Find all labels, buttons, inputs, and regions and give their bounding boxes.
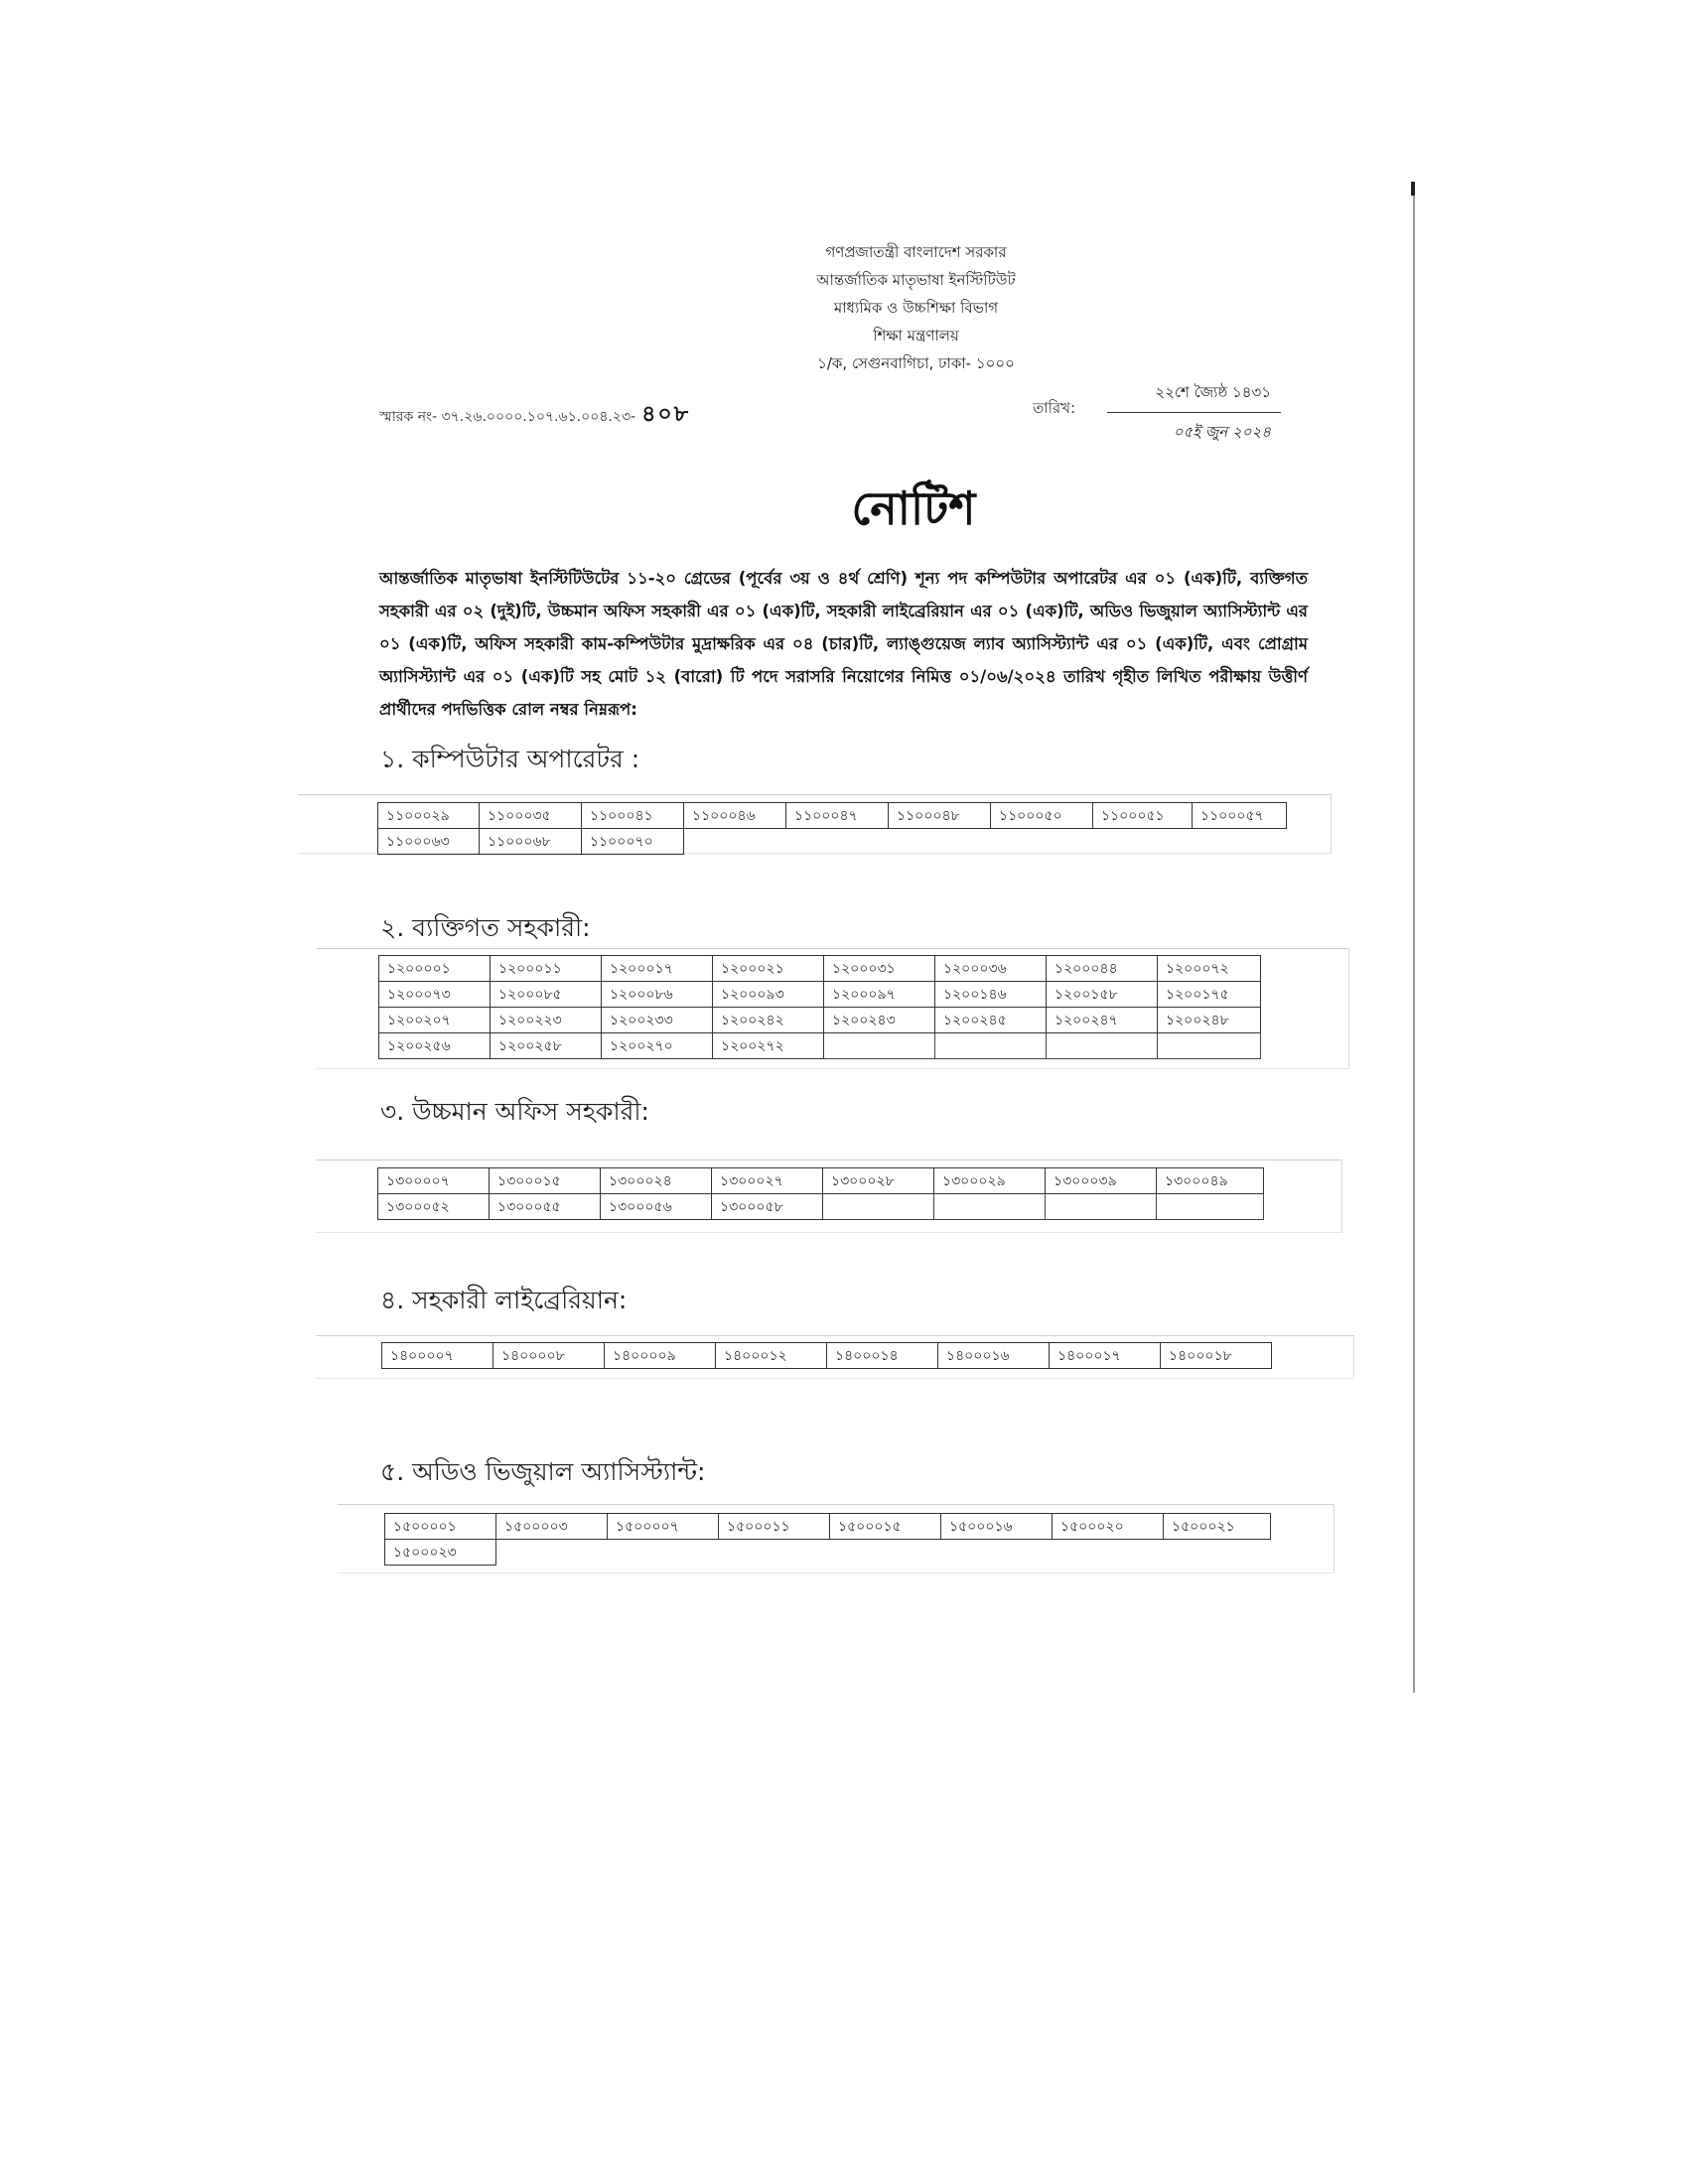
scan-edge-mark [1411, 182, 1415, 196]
roll-number-cell: ১২০০২৭০ [602, 1033, 713, 1059]
roll-number-cell: ১১০০০৫১ [1093, 803, 1193, 829]
empty-cell [824, 1033, 935, 1059]
date-bangla: ২২শে জ্যৈষ্ঠ ১৪৩১ [1107, 381, 1281, 413]
roll-number-cell: ১২০০২৭২ [713, 1033, 824, 1059]
roll-number-cell: ১৩০০০৪৯ [1157, 1168, 1264, 1194]
roll-number-cell: ১৩০০০৩৯ [1046, 1168, 1157, 1194]
section-heading-computer-operator: ১. কম্পিউটার অপারেটর : [380, 745, 640, 773]
roll-number-cell: ১২০০১৪৬ [935, 982, 1047, 1008]
roll-number-cell: ১৩০০০২৮ [823, 1168, 934, 1194]
table-row [378, 829, 1287, 855]
roll-table-personal-assistant [378, 955, 1261, 1059]
roll-number-cell: ১১০০০৪৬ [684, 803, 786, 829]
empty-cell [1158, 1033, 1261, 1059]
notice-title-text: নোটিশ [851, 481, 976, 535]
roll-number-cell: ১২০০০৭২ [1158, 956, 1261, 982]
roll-number-cell: ১২০০০৩৬ [935, 956, 1047, 982]
empty-cell [1157, 1194, 1264, 1220]
roll-number-cell: ১১০০০৬৩ [378, 829, 480, 855]
office-header [0, 238, 1688, 377]
roll-number-cell: ১৫০০০১১ [719, 1514, 830, 1540]
section-heading-personal-assistant: ২. ব্যক্তিগত সহকারী: [380, 913, 591, 942]
date-label: তারিখ: [1033, 399, 1076, 417]
roll-number-cell: ১১০০০৫০ [991, 803, 1093, 829]
roll-number-cell: ১৪০০০০৯ [605, 1343, 716, 1369]
roll-number-cell: ১২০০১৭৫ [1158, 982, 1261, 1008]
roll-number-cell: ১৫০০০০১ [385, 1514, 496, 1540]
roll-table-assistant-librarian [381, 1342, 1272, 1369]
roll-number-cell: ১৪০০০০৭ [382, 1343, 493, 1369]
roll-number-cell: ১১০০০৪৭ [786, 803, 889, 829]
roll-number-cell: ১১০০০৪৮ [889, 803, 991, 829]
roll-number-cell: ১২০০০৮৫ [491, 982, 602, 1008]
header-line-address: ১/ক, সেগুনবাগিচা, ঢাকা- ১০০০ [817, 354, 1015, 372]
roll-number-cell: ১৩০০০৫৫ [490, 1194, 601, 1220]
roll-number-cell: ১৩০০০২৭ [712, 1168, 823, 1194]
scan-edge-line [1413, 184, 1415, 1693]
roll-number-cell: ১২০০২০৭ [379, 1008, 491, 1033]
roll-number-cell: ১২০০০৯৩ [713, 982, 824, 1008]
roll-number-cell: ১২০০১৫৮ [1047, 982, 1158, 1008]
roll-number-cell: ১৫০০০১৫ [830, 1514, 941, 1540]
table-row [385, 1540, 1271, 1566]
roll-number-cell: ১৩০০০২৪ [601, 1168, 712, 1194]
roll-number-cell: ১২০০০৮৬ [602, 982, 713, 1008]
roll-number-cell: ১৩০০০০৭ [378, 1168, 490, 1194]
roll-number-cell: ১৫০০০১৬ [941, 1514, 1053, 1540]
empty-cell [1046, 1194, 1157, 1220]
roll-number-cell: ১১০০০৫৭ [1193, 803, 1287, 829]
roll-number-cell: ১১০০০২৯ [378, 803, 480, 829]
empty-cell [1047, 1033, 1158, 1059]
roll-number-cell: ১৩০০০২৯ [934, 1168, 1046, 1194]
roll-number-cell: ১৫০০০০৭ [608, 1514, 719, 1540]
roll-number-cell: ১৫০০০২৩ [385, 1540, 496, 1566]
table-row [378, 1168, 1264, 1194]
table-row [378, 803, 1287, 829]
roll-number-cell: ১২০০২৪৭ [1047, 1008, 1158, 1033]
roll-number-cell: ১২০০২৫৬ [379, 1033, 491, 1059]
roll-number-cell: ১২০০০১৭ [602, 956, 713, 982]
table-row [379, 1008, 1261, 1033]
roll-number-cell: ১২০০০৪৪ [1047, 956, 1158, 982]
date-gregorian: ০৫ই জুন ২০২৪ [1173, 423, 1271, 441]
header-line-ministry: শিক্ষা মন্ত্রণালয় [873, 327, 959, 344]
roll-number-cell: ১৪০০০১৮ [1161, 1343, 1272, 1369]
table-row [385, 1514, 1271, 1540]
roll-number-cell: ১৪০০০১৬ [938, 1343, 1050, 1369]
roll-number-cell: ১৩০০০৫৮ [712, 1194, 823, 1220]
table-row [378, 1194, 1264, 1220]
roll-number-cell: ১৩০০০৫৬ [601, 1194, 712, 1220]
roll-number-cell: ১২০০০০১ [379, 956, 491, 982]
notice-paragraph: আন্তর্জাতিক মাতৃভাষা ইনস্টিটিউটের ১১-২০ গ্রেডের (পূর্বের ৩য় ও ৪র্থ শ্রেণি) শূন্য পদ কম্পিউটার অপারেটর এর ০১ (এক)টি, ব্যক্তিগত সহকারী এর ০২ (দুই)টি, উচ্চমান অফিস সহকারী এর ০১ (এক)টি, সহকারী লাইব্রেরিয়ান এর ০১ (এক)টি, অডিও ভিজুয়াল অ্যাসিস্ট্যান্ট এর ০১ (এক)টি, অফিস সহকারী কাম-কম্পিউটার মুদ্রাক্ষরিক এর ০৪ (চার)টি, ল্যাঙ্গুয়েজ ল্যাব অ্যাসিস্ট্যান্ট এর ০১ (এক)টি, এবং প্রোগ্রাম অ্যাসিস্ট্যান্ট এর ০১ (এক)টি সহ মোট ১২ (বারো) টি পদে সরাসরি নিয়োগের নিমিত্ত ০১/০৬/২০২৪ তারিখ গৃহীত লিখিত পরীক্ষায় উত্তীর্ণ প্রার্থীদের পদভিত্তিক রোল নম্বর নিম্নরূপ: [379, 569, 1308, 719]
roll-number-cell: ১৩০০০১৫ [490, 1168, 601, 1194]
roll-number-cell: ১২০০০৯৭ [824, 982, 935, 1008]
empty-cell [935, 1033, 1047, 1059]
memo-number [379, 397, 690, 434]
roll-number-cell: ১১০০০৩৫ [480, 803, 582, 829]
section-heading-audio-visual-assistant: ৫. অডিও ভিজুয়াল অ্যাসিস্ট্যান্ট: [380, 1457, 706, 1486]
table-row [379, 982, 1261, 1008]
roll-number-cell: ১১০০০৪১ [582, 803, 684, 829]
roll-number-cell: ১১০০০৬৮ [480, 829, 582, 855]
header-line-institute: আন্তর্জাতিক মাতৃভাষা ইনস্টিটিউট [816, 271, 1016, 289]
roll-number-cell: ১২০০০৭৩ [379, 982, 491, 1008]
roll-number-cell: ১৪০০০১৪ [827, 1343, 938, 1369]
roll-number-cell: ১২০০২৪৮ [1158, 1008, 1261, 1033]
roll-number-cell: ১২০০২৩৩ [602, 1008, 713, 1033]
roll-number-cell: ১২০০০২১ [713, 956, 824, 982]
roll-number-cell: ১২০০২৪২ [713, 1008, 824, 1033]
roll-table-upper-division-assistant [377, 1167, 1264, 1220]
roll-number-cell: ১৫০০০০৩ [496, 1514, 608, 1540]
roll-number-cell: ১৫০০০২১ [1164, 1514, 1271, 1540]
roll-number-cell: ১৪০০০১৭ [1050, 1343, 1161, 1369]
section-heading-upper-division-assistant: ৩. উচ্চমান অফিস সহকারী: [380, 1097, 649, 1126]
roll-number-cell: ১২০০২৪৩ [824, 1008, 935, 1033]
date-block [1107, 381, 1281, 446]
roll-number-cell: ১২০০০৩১ [824, 956, 935, 982]
header-line-government: গণপ্রজাতন্ত্রী বাংলাদেশ সরকার [825, 243, 1007, 261]
memo-handwritten-number: ৪০৮ [641, 401, 690, 427]
table-row [379, 1033, 1261, 1059]
memo-prefix: স্মারক নং- ৩৭.২৬.০০০০.১০৭.৬১.০০৪.২৩- [379, 409, 636, 425]
roll-number-cell: ১২০০২৫৮ [491, 1033, 602, 1059]
roll-table-computer-operator [377, 802, 1287, 855]
header-line-division: মাধ্যমিক ও উচ্চশিক্ষা বিভাগ [833, 299, 999, 317]
table-row [379, 956, 1261, 982]
roll-number-cell: ১২০০২২৩ [491, 1008, 602, 1033]
roll-number-cell: ১৪০০০১২ [716, 1343, 827, 1369]
roll-table-audio-visual-assistant [384, 1513, 1271, 1566]
notice-title [0, 475, 1688, 550]
roll-number-cell: ১৩০০০৫২ [378, 1194, 490, 1220]
roll-number-cell: ১২০০০১১ [491, 956, 602, 982]
roll-number-cell: ১২০০২৪৫ [935, 1008, 1047, 1033]
roll-number-cell: ১১০০০৭০ [582, 829, 684, 855]
section-heading-assistant-librarian: ৪. সহকারী লাইব্রেরিয়ান: [380, 1286, 628, 1314]
empty-cell [934, 1194, 1046, 1220]
empty-cell [823, 1194, 934, 1220]
roll-number-cell: ১৪০০০০৮ [493, 1343, 605, 1369]
roll-number-cell: ১৫০০০২০ [1053, 1514, 1164, 1540]
table-row [382, 1343, 1272, 1369]
